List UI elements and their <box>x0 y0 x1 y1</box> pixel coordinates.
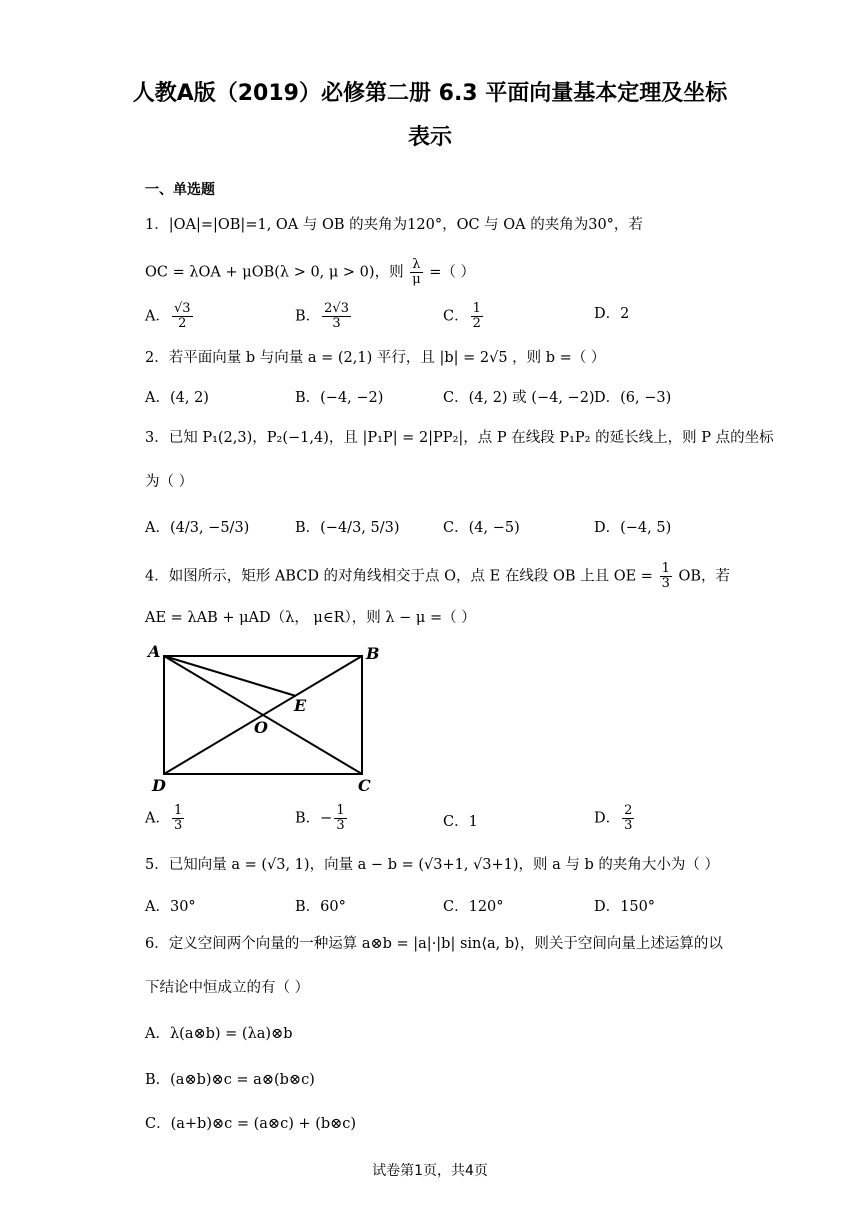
label-b: B <box>366 644 380 663</box>
label-a: A <box>148 642 161 661</box>
page-title-continued: 表示 <box>407 125 452 150</box>
q1-stem-text: OC = λOA + μOB(λ > 0, μ > 0)，则 <box>145 264 404 281</box>
q6-stem-line1: 6．定义空间两个向量的一种运算 a⊗b = |a|·|b| sin⟨a, b⟩，则关于空间向量上述运算的以 <box>145 936 723 952</box>
page-title: 人教A版（2019）必修第二册 6.3 平面向量基本定理及坐标 <box>132 81 728 106</box>
q1-option-b: B． $\frac{2√3}{3}$ <box>295 301 349 331</box>
q1-lambda-over-mu: $\frac{\lambda}{\mu}$ <box>412 257 421 287</box>
q1-blank: =（ ） <box>429 264 476 281</box>
q1-option-d: D．2 <box>594 306 630 322</box>
q5-stem: 5．已知向量 a = (√3, 1)，向量 a − b = (√3+1, √3+1)，则 a 与 b 的夹角大小为（ ） <box>145 857 720 873</box>
q2-option-c: C．(4, 2) 或 (−4, −2) <box>443 390 595 406</box>
q1-stem-line2 <box>145 258 475 287</box>
q4-option-d: D． $\frac{2}{3}$ <box>594 803 633 833</box>
q4-option-a: A． $\frac{1}{3}$ <box>145 803 183 833</box>
rectangle-abcd-figure <box>140 640 390 800</box>
q2-option-a: A．(4, 2) <box>145 390 209 406</box>
q4-option-c: C．1 <box>443 814 478 830</box>
q3-option-c: C．(4, −5) <box>443 520 520 536</box>
segment-ae <box>164 656 296 696</box>
q3-option-d: D．(−4, 5) <box>594 520 672 536</box>
q1-stem-line1: 1．|OA|=|OB|=1, OA 与 OB 的夹角为120°，OC 与 OA 的夹角为30°，若 <box>145 217 643 233</box>
q3-stem-line1: 3．已知 P₁(2,3)，P₂(−1,4)，且 |P₁P| = 2|PP₂|，点 P 在线段 P₁P₂ 的延长线上，则 P 点的坐标 <box>145 430 774 446</box>
q4-option-b: B．− $\frac{1}{3}$ <box>295 803 345 833</box>
q1-option-c: C． $\frac{1}{2}$ <box>443 301 481 331</box>
page-footer: 试卷第1页，共4页 <box>372 1163 488 1179</box>
section-heading: 一、单选题 <box>145 182 215 198</box>
q2-option-b: B．(−4, −2) <box>295 390 384 406</box>
q2-stem: 2．若平面向量 b 与向量 a = (2,1) 平行，且 |b| = 2√5 ，则 b =（ ） <box>145 350 606 366</box>
q6-stem-line2: 下结论中恒成立的有（ ） <box>145 980 310 996</box>
q3-stem-line2: 为（ ） <box>145 474 194 490</box>
q3-option-b: B．(−4/3, 5/3) <box>295 520 400 536</box>
q4-one-third: $\frac{1}{3}$ <box>661 561 670 591</box>
q5-option-b: B．60° <box>295 899 346 915</box>
q1-option-a: A． $\frac{√3}{2}$ <box>145 301 191 331</box>
label-d: D <box>152 776 166 795</box>
label-c: C <box>358 776 371 795</box>
label-o: O <box>254 718 268 737</box>
q4-stem-line1: 4．如图所示，矩形 ABCD 的对角线相交于点 O，点 E 在线段 OB 上且 OE = $\frac{1}{3}$ OB，若 <box>145 561 731 591</box>
q2-option-d: D．(6, −3) <box>594 390 672 406</box>
q5-option-d: D．150° <box>594 899 656 915</box>
q3-option-a: A．(4/3, −5/3) <box>145 520 250 536</box>
q5-option-c: C．120° <box>443 899 504 915</box>
label-e: E <box>294 696 307 715</box>
q6-option-a: A．λ(a⊗b) = (λa)⊗b <box>145 1026 293 1042</box>
q4-stem-line2: AE = λAB + μAD（λ， μ∈R），则 λ − μ =（ ） <box>145 610 476 626</box>
q5-option-a: A．30° <box>145 899 196 915</box>
q6-option-b: B．(a⊗b)⊗c = a⊗(b⊗c) <box>145 1072 315 1088</box>
q6-option-c: C．(a+b)⊗c = (a⊗c) + (b⊗c) <box>145 1116 357 1132</box>
